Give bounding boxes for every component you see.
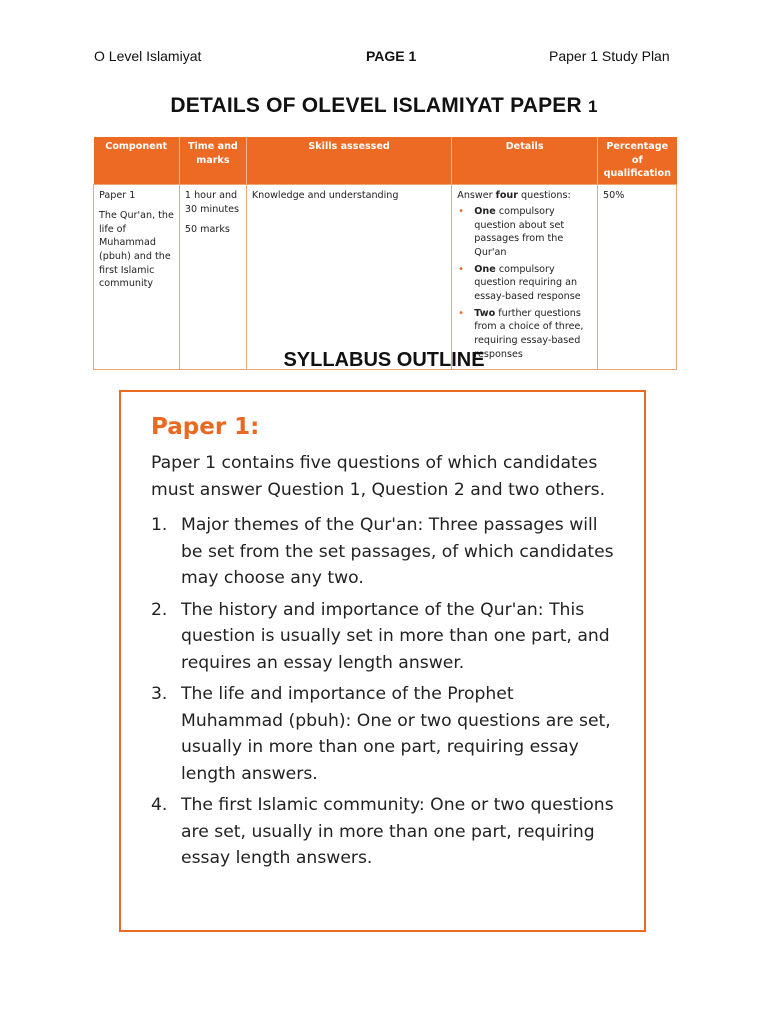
time-value: 1 hour and 30 minutes [184, 190, 240, 215]
percentage-value: 50% [603, 190, 625, 202]
item-number: 2. [151, 599, 168, 620]
list-item: • One compulsory question about set passages from the Qur'an [457, 205, 592, 260]
item-number: 3. [151, 684, 168, 704]
paper-details-table [93, 137, 677, 370]
item-number: 4. [151, 795, 168, 815]
list-item [151, 597, 621, 677]
details-bullet-list [457, 205, 592, 362]
item-text: The life and importance of the Prophet Muhammad (pbuh): One or two questions are set, usually in more than one part, requiring essay length answers. [181, 684, 611, 784]
list-item [151, 792, 621, 872]
cell-details [452, 185, 598, 369]
outline-list [151, 512, 621, 872]
document-title-text: DETAILS OF OLEVEL ISLAMIYAT PAPER [170, 94, 582, 117]
list-item [151, 681, 621, 787]
list-item [151, 512, 621, 592]
syllabus-outline-title: SYLLABUS OUTLINE [283, 349, 485, 371]
cell-skills [246, 185, 451, 369]
component-name: Paper 1 [99, 190, 136, 202]
header-page-number: PAGE 1 [366, 48, 417, 64]
details-intro: Answer four questions: [457, 190, 571, 202]
syllabus-outline-box [119, 390, 646, 932]
header-subject: O Level Islamiyat [94, 48, 202, 64]
item-number: 1. [151, 515, 168, 535]
header-percentage: Percentage of qualification [598, 137, 677, 185]
cell-component [94, 185, 180, 369]
cell-percentage [598, 185, 677, 369]
header-time-marks: Time and marks [179, 137, 246, 185]
header-plan-title: Paper 1 Study Plan [549, 48, 670, 64]
component-description: The Qur'an, the life of Muhammad (pbuh) and the first Islamic community [99, 209, 174, 290]
outline-intro: Paper 1 contains five questions of which candidates must answer Question 1, Question 2 and two others. [151, 453, 606, 500]
header-component: Component [94, 137, 180, 185]
header-skills: Skills assessed [246, 137, 451, 185]
item-text: The history and importance of the Qur'an: This question is usually set in more than one part, and requires an essay length answer. [181, 599, 610, 673]
skills-value: Knowledge and understanding [251, 190, 399, 202]
page-header [0, 48, 768, 68]
item-text: Major themes of the Qur'an: Three passages will be set from the set passages, of which candidates may choose any two. [181, 515, 614, 588]
marks-value: 50 marks [184, 223, 230, 235]
item-text: The first Islamic community: One or two questions are set, usually in more than one part, requiring essay length answers. [181, 795, 614, 868]
table-row [94, 185, 677, 369]
header-details: Details [452, 137, 598, 185]
list-item: • One compulsory question requiring an essay-based response [457, 263, 592, 304]
document-title-number: 1 [587, 97, 598, 116]
table-header-row [94, 137, 677, 185]
outline-heading: Paper 1: [151, 414, 260, 440]
document-title [0, 94, 768, 118]
list-item: • Two further questions from a choice of three, requiring essay-based responses [457, 307, 592, 362]
cell-time-marks [179, 185, 246, 369]
